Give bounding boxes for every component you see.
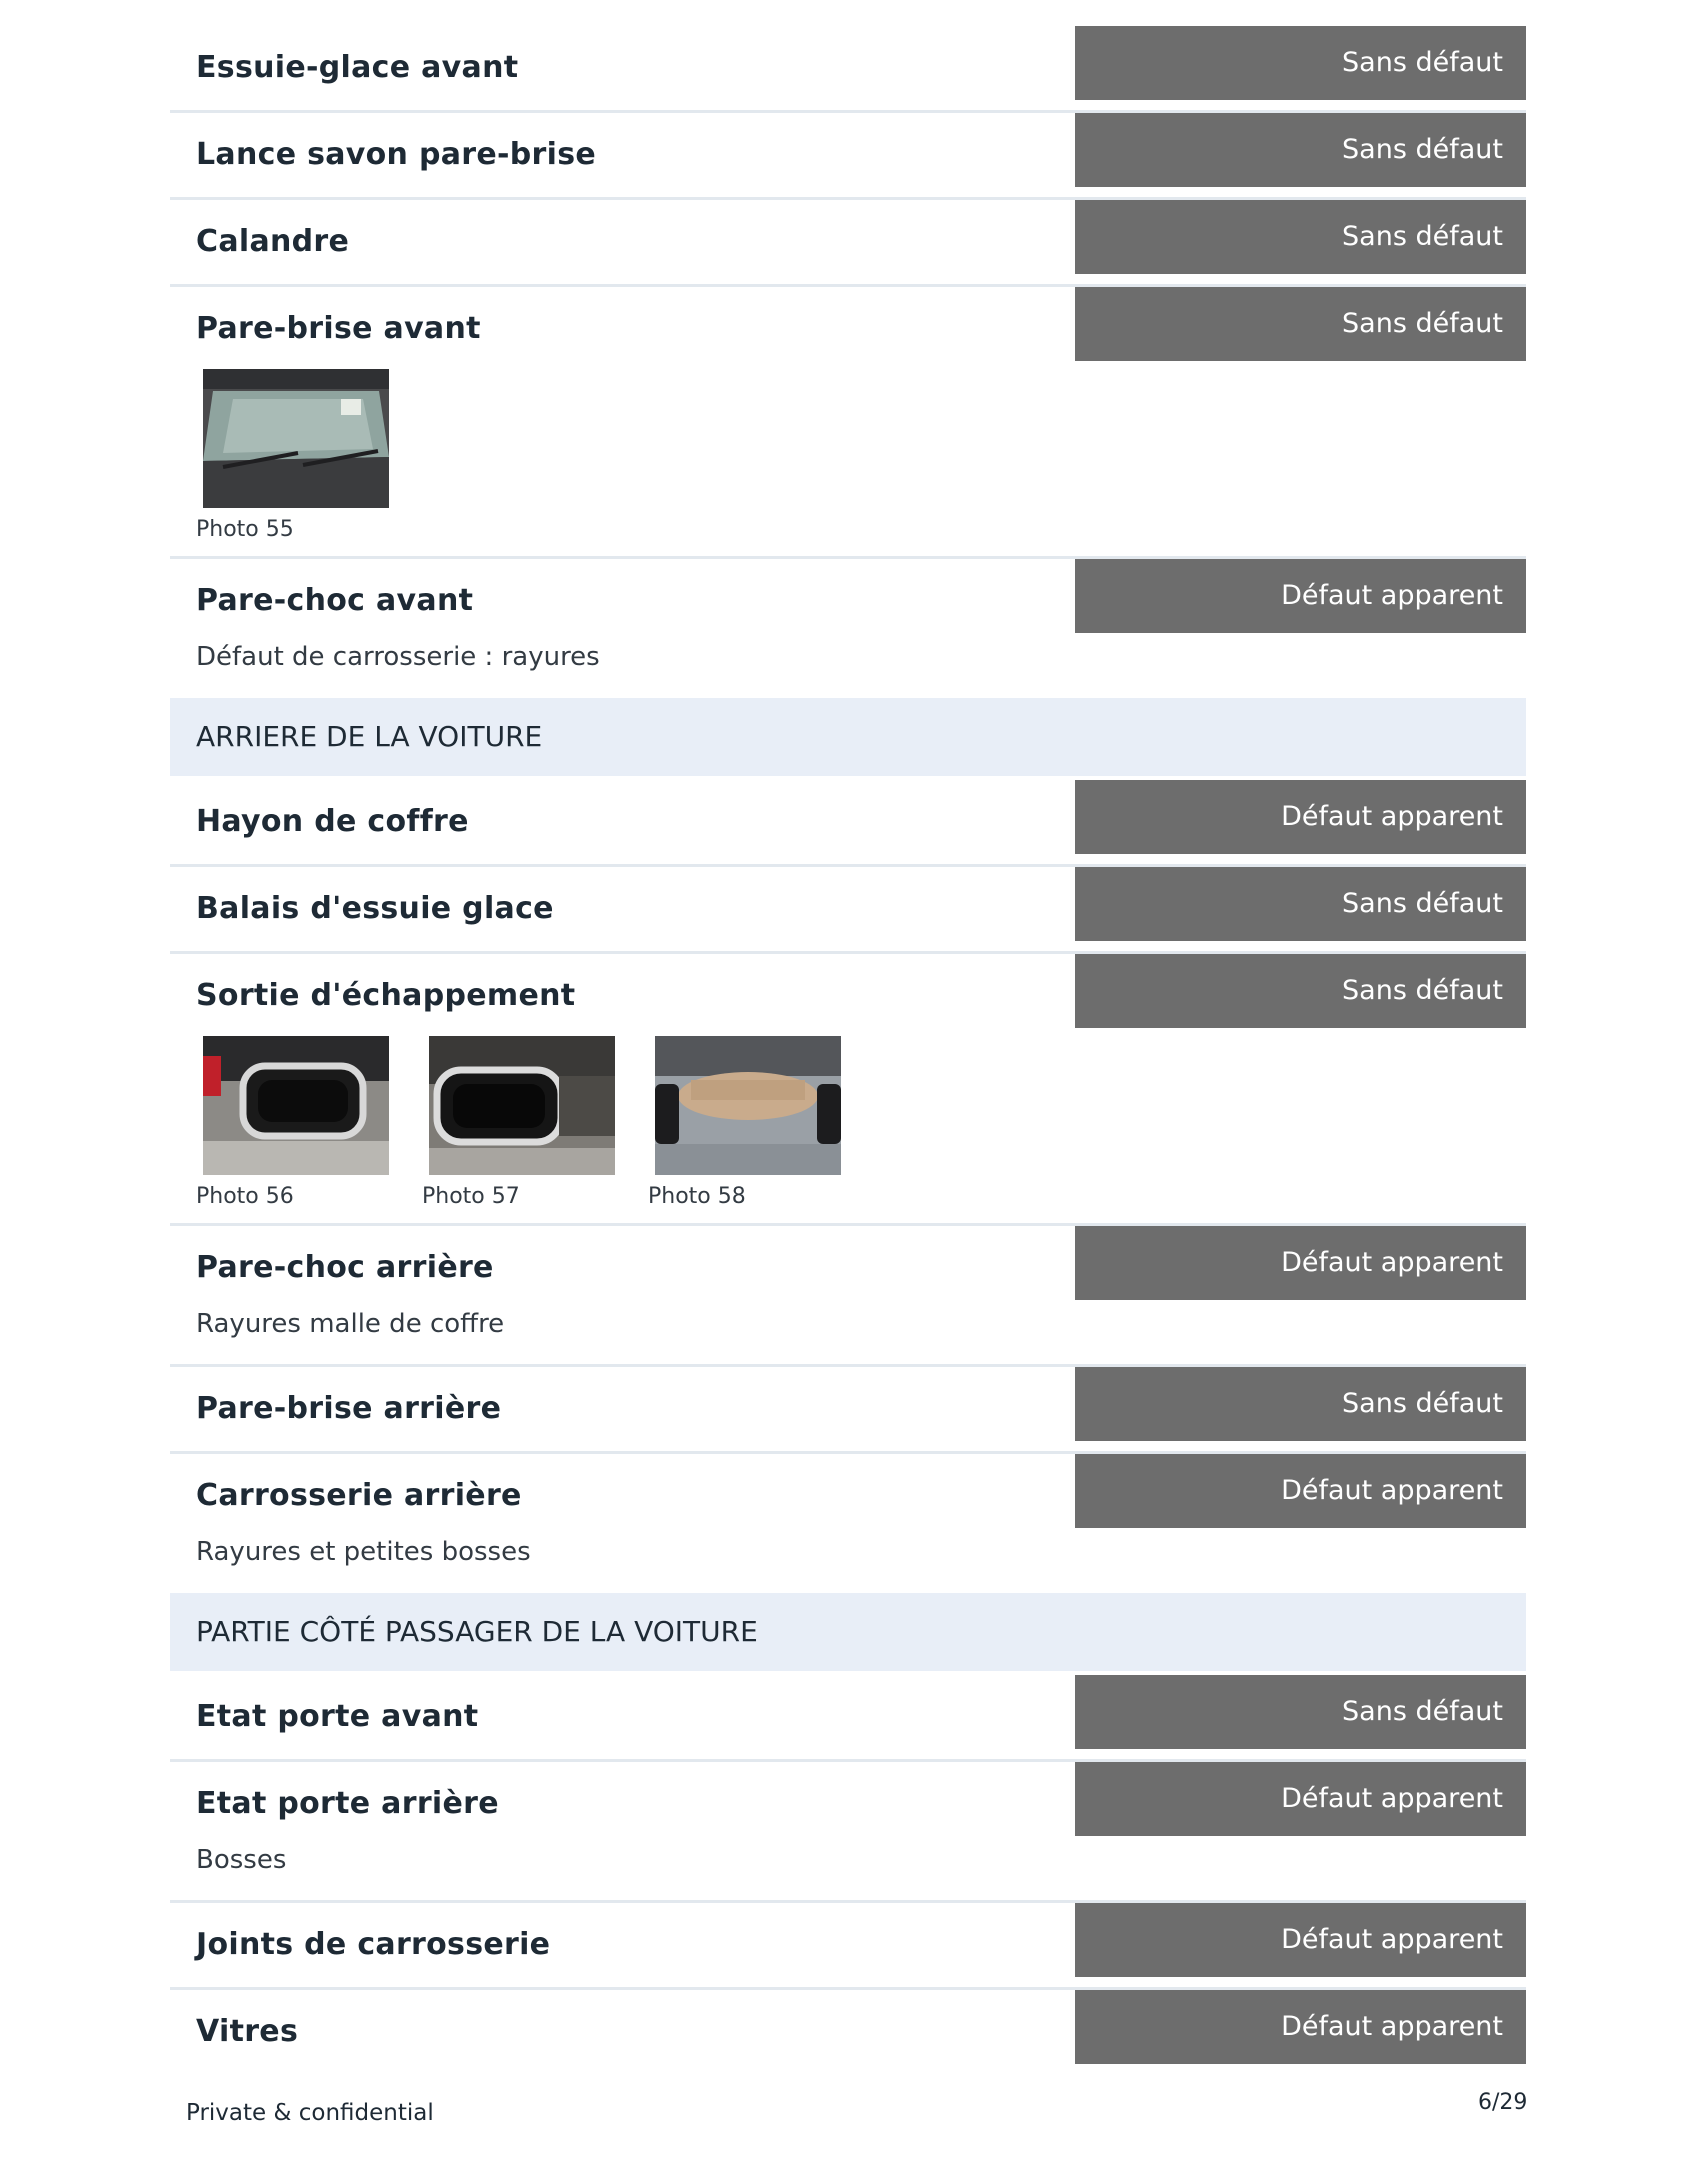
- row-title: Essuie-glace avant: [196, 50, 519, 85]
- status-badge: Sans défaut: [1075, 200, 1526, 274]
- row-title: Vitres: [196, 2014, 299, 2049]
- row-title: Etat porte arrière: [196, 1786, 499, 1821]
- row-essuie-glace-avant: [170, 26, 1526, 113]
- section-header-passenger-side: PARTIE CÔTÉ PASSAGER DE LA VOITURE: [170, 1593, 1526, 1671]
- row-lance-savon: [170, 113, 1526, 200]
- status-badge: Défaut apparent: [1075, 1762, 1526, 1836]
- status-badge: Défaut apparent: [1075, 780, 1526, 854]
- underbody-photo[interactable]: [655, 1036, 841, 1175]
- row-title: Pare-brise avant: [196, 311, 481, 346]
- status-badge: Sans défaut: [1075, 1675, 1526, 1749]
- inspection-report: [170, 26, 1526, 2074]
- row-title: Lance savon pare-brise: [196, 137, 597, 172]
- row-title: Hayon de coffre: [196, 804, 469, 839]
- status-badge: Défaut apparent: [1075, 1903, 1526, 1977]
- row-sortie-echappement: [170, 954, 1526, 1226]
- defect-note: Défaut de carrosserie : rayures: [196, 642, 600, 672]
- row-title: Joints de carrosserie: [196, 1927, 551, 1962]
- section-header-rear: ARRIERE DE LA VOITURE: [170, 698, 1526, 776]
- row-vitres: [170, 1990, 1526, 2074]
- photo-item[interactable]: [196, 369, 422, 546]
- row-calandre: [170, 200, 1526, 287]
- status-badge: Sans défaut: [1075, 867, 1526, 941]
- row-title: Pare-brise arrière: [196, 1391, 502, 1426]
- photo-item[interactable]: [422, 1036, 648, 1213]
- row-pare-brise-arriere: [170, 1367, 1526, 1454]
- row-carrosserie-arriere: [170, 1454, 1526, 1592]
- defect-note: Rayures malle de coffre: [196, 1309, 505, 1339]
- defect-note: Rayures et petites bosses: [196, 1537, 531, 1567]
- page-number: 6/29: [1478, 2090, 1528, 2115]
- status-badge: Sans défaut: [1075, 113, 1526, 187]
- row-title: Carrosserie arrière: [196, 1478, 522, 1513]
- photo-caption: Photo 57: [422, 1184, 520, 1209]
- row-title: Sortie d'échappement: [196, 978, 576, 1013]
- status-badge: Sans défaut: [1075, 26, 1526, 100]
- windshield-photo[interactable]: [203, 369, 389, 508]
- photo-caption: Photo 58: [648, 1184, 746, 1209]
- status-badge: Défaut apparent: [1075, 1990, 1526, 2064]
- photo-item[interactable]: [648, 1036, 874, 1213]
- row-joints-carrosserie: [170, 1903, 1526, 1990]
- row-pare-choc-avant: [170, 559, 1526, 697]
- row-title: Balais d'essuie glace: [196, 891, 554, 926]
- status-badge: Défaut apparent: [1075, 1454, 1526, 1528]
- row-balais-essuie-glace: [170, 867, 1526, 954]
- defect-note: Bosses: [196, 1845, 287, 1875]
- row-etat-porte-avant: [170, 1675, 1526, 1762]
- photo-caption: Photo 55: [196, 517, 294, 542]
- exhaust-photo[interactable]: [203, 1036, 389, 1175]
- row-hayon-de-coffre: [170, 780, 1526, 867]
- row-title: Pare-choc avant: [196, 583, 474, 618]
- row-title: Pare-choc arrière: [196, 1250, 494, 1285]
- photo-gallery: [170, 369, 1526, 556]
- row-title: Etat porte avant: [196, 1699, 479, 1734]
- status-badge: Sans défaut: [1075, 1367, 1526, 1441]
- confidential-notice: Private & confidential: [186, 2100, 434, 2126]
- row-pare-brise-avant: [170, 287, 1526, 559]
- status-badge: Sans défaut: [1075, 287, 1526, 361]
- status-badge: Défaut apparent: [1075, 1226, 1526, 1300]
- row-etat-porte-arriere: [170, 1762, 1526, 1903]
- exhaust-photo[interactable]: [429, 1036, 615, 1175]
- status-badge: Défaut apparent: [1075, 559, 1526, 633]
- row-title: Calandre: [196, 224, 350, 259]
- row-pare-choc-arriere: [170, 1226, 1526, 1367]
- status-badge: Sans défaut: [1075, 954, 1526, 1028]
- photo-caption: Photo 56: [196, 1184, 294, 1209]
- photo-item[interactable]: [196, 1036, 422, 1213]
- photo-gallery: [170, 1036, 1526, 1223]
